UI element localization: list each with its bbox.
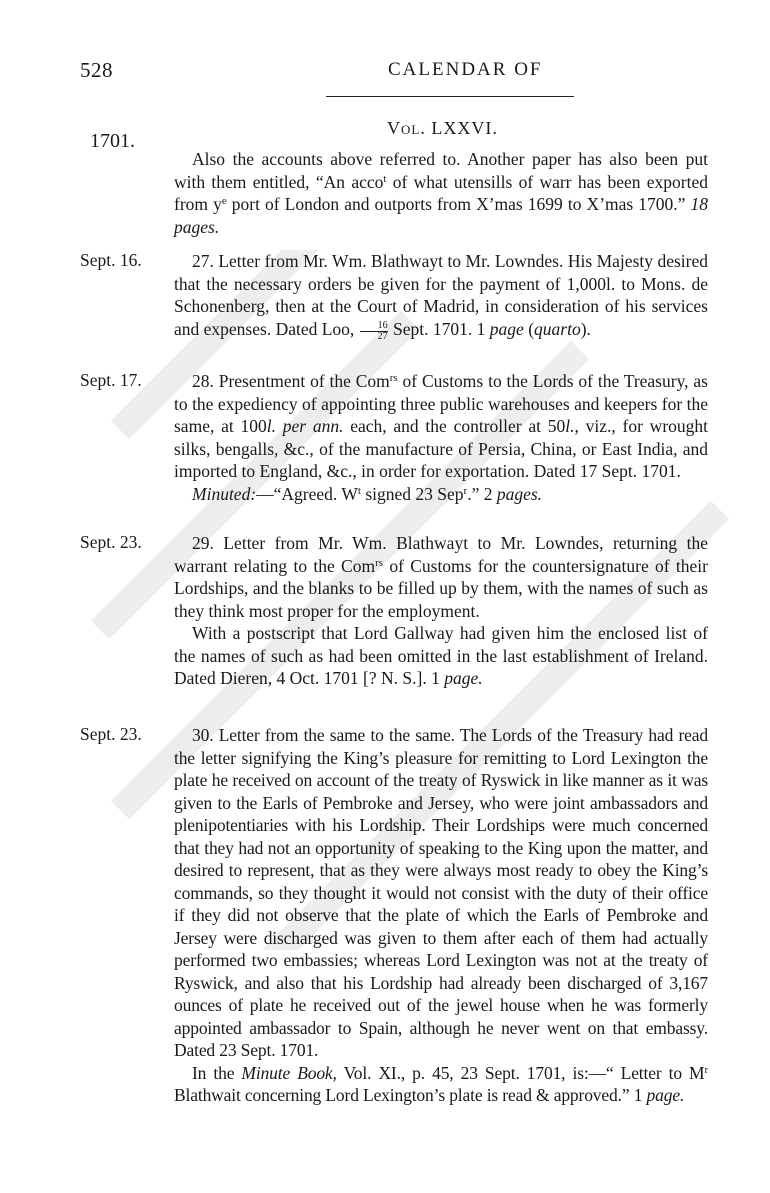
entry-paragraph: 28. Presentment of the Com$^{rs}$ of Customs to the Lords of the Treasury, as to the expediency of appointing three public warehouses and keepers for the same, at 100l. per ann. each, and the controller at 50l., viz., for wrought silks, bengalls, &c., of the manufacture of Persia, China, or East India, and imported to England, &c., in order for exportation. Dated 17 Sept. 1701. — [174, 371, 709, 481]
entry-continuation — [80, 148, 708, 238]
entry-text — [174, 250, 708, 342]
entry-30 — [80, 724, 708, 1107]
entry-paragraph: 27. Letter from Mr. Wm. Blathwayt to Mr. Lowndes. His Majesty desired that the necessary orders be given for the payment of 1,000l. to Mons. de Schonenberg, then at the Court of Madrid, in consideration of his services and expenses. Dated Loo, $\frac{16}{27}$ Sept. 1701. 1 page (quarto). — [174, 251, 708, 342]
date-fraction: $\frac{16}{27}$ — [360, 321, 388, 342]
entry-date: Sept. 16. — [80, 250, 142, 270]
entry-date: Sept. 23. — [80, 532, 142, 552]
entry-text — [174, 724, 708, 1107]
minuted-note: Minuted:—“Agreed. $W^t$ signed 23 Sep$^r$.” 2 pages. — [192, 483, 543, 504]
entry-paragraph: Also the accounts above referred to. Another paper has also been put with them entitled, “An acco$^t$ of what utensills of warr has been exported from $y^e$ port of London and outports from X’mas 1699 to X’mas 1700.” 18 pages. — [174, 149, 709, 237]
running-head: CALENDAR OF — [388, 59, 543, 80]
entry-27 — [80, 250, 708, 342]
entry-29 — [80, 532, 708, 690]
entry-paragraph: With a postscript that Lord Gallway had given him the enclosed list of the names of such as had been omitted in the last establishment of Ireland. Dated Dieren, 4 Oct. 1701 [? N. S.]. 1 page. — [174, 623, 708, 688]
entry-text — [174, 370, 708, 505]
entry-paragraph: 29. Letter from Mr. Wm. Blathwayt to Mr. Lowndes, returning the warrant relating to the Com$^{rs}$ of Customs for the countersignature of their Lordships, and the blanks to be filled up by them, with the names of such as they think most proper for the employment. — [174, 533, 708, 621]
page-number: 528 — [80, 58, 113, 82]
entry-date: Sept. 23. — [80, 724, 142, 744]
header-rule — [326, 96, 574, 97]
entry-paragraph: In the Minute Book, Vol. XI., p. 45, 23 Sept. 1701, is:—“ Letter to $M^r$ Blathwait concerning Lord Lexington’s plate is read & approved.” 1 page. — [174, 1062, 708, 1105]
entry-paragraph: 30. Letter from the same to the same. The Lords of the Treasury had read the letter signifying the King’s pleasure for remitting to Lord Lexington the plate he received on account of the treaty of Ryswick in like manner as it was given to the Earls of Pembroke and Jersey, who were joint ambassadors and plenipotentiaries with his Lordship. Their Lordships were much concerned that they had not an opportunity of speaking to the King upon the matter, and desired to represent, that as they were always most ready to obey the King’s commands, so they thought it would not consist with the duty of their office if they did not observe that the plate of which the Earls of Pembroke and Jersey were discharged was given to them after each of them had actually performed two embassies; whereas Lord Lexington was not at the treaty of Ryswick, and also that his Lordship had already been discharged of 3,167 ounces of plate he received out of the jewel house when he was formerly appointed ambassador to Spain, although he never went on that embassy. Dated 23 Sept. 1701. — [174, 725, 708, 1060]
margin-year: 1701. — [90, 130, 135, 152]
page-header — [0, 58, 770, 88]
entry-text — [174, 148, 708, 238]
volume-heading: Vol. LXXVI. — [387, 118, 498, 138]
entry-date: Sept. 17. — [80, 370, 142, 390]
entry-text — [174, 532, 708, 690]
entry-28 — [80, 370, 708, 505]
